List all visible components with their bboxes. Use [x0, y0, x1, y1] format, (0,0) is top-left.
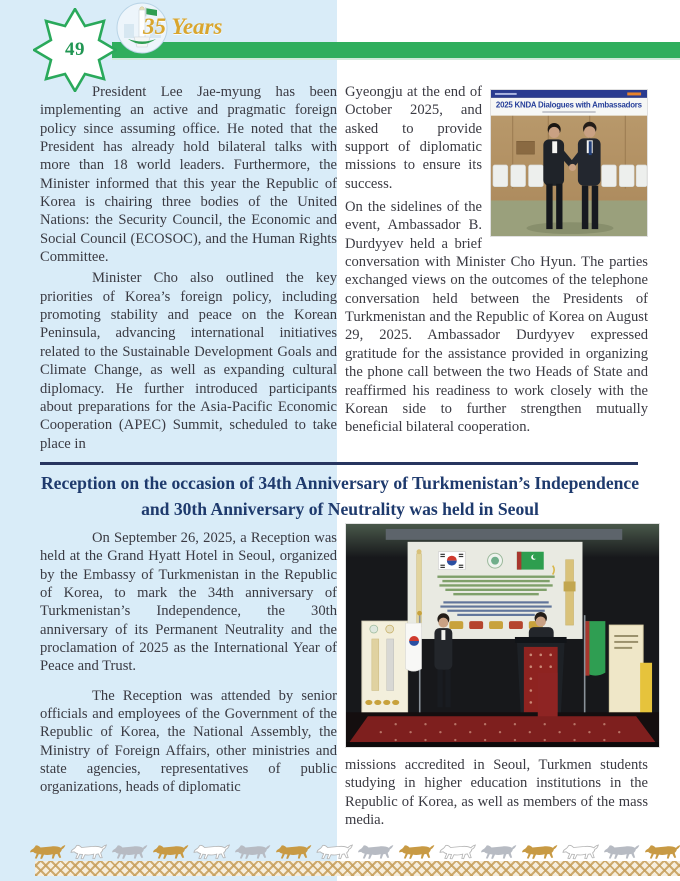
page-number: 49	[65, 39, 85, 60]
paragraph: On the sidelines of the event, Ambassador B. Durdyyev held a brief conversation with Minister Cho Hyun. The parties exchanged views on the outcomes of the telephone conversation held between the Presidents of Turkmenistan and the Republic of Korea on August 29, 2025. Ambassador Durdyyev expressed gratitude for the assistance provided in organizing the phone call between the two Heads of State and reaffirmed his readiness to work closely with the Korean side to further strengthen mutually beneficial bilateral cooperation.	[345, 199, 648, 436]
horse-icon	[479, 842, 520, 862]
horse-icon	[110, 842, 151, 862]
lattice-border	[35, 861, 680, 876]
photo-knda-meeting	[490, 89, 648, 237]
section-heading: Reception on the occasion of 34th Anniversary of Turkmenistan’s Independence and 30th Anniversary of Neutrality was held in Seoul	[40, 473, 640, 519]
photo-reception-seoul	[345, 523, 660, 748]
horse-icon	[315, 842, 356, 862]
horse-icon	[28, 842, 69, 862]
article1-right-column	[345, 83, 648, 440]
horse-icon	[520, 842, 561, 862]
horse-icon	[151, 842, 192, 862]
paragraph: Minister Cho also outlined the key priorities of Korea’s foreign policy, including promoting stability and peace on the Korean Peninsula, advancing international initiatives related to the Sustainable Development Goals and Climate Change, as well as expanding cultural diplomacy. He further introduced participants about preparations for the Asia-Pacific Economic Cooperation (APEC) Summit, scheduled to take place in	[40, 270, 337, 452]
horse-border	[28, 842, 680, 862]
horse-icon	[561, 842, 602, 862]
paragraph: Gyeongju at the end of October 2025, and asked to provide support of diplomatic missions to ensure its success.	[345, 84, 482, 192]
paragraph: missions accredited in Seoul, Turkmen students studying in higher education institutions in the Republic of Korea, as well as members of the mass media.	[345, 757, 648, 829]
horse-icon	[192, 842, 233, 862]
horse-icon	[438, 842, 479, 862]
horse-icon	[643, 842, 680, 862]
horse-icon	[602, 842, 643, 862]
anniversary-label: 35 Years	[143, 14, 223, 39]
page-number-badge	[33, 8, 117, 92]
article1-left-column	[40, 83, 337, 456]
paragraph: President Lee Jae-myung has been implementing an active and pragmatic foreign policy since assuming office. He noted that the President has already hold bilateral talks with more than 18 world leaders. Furthermore, the Minister informed that this year the Republic of Korea is chairing three bodies of the United Nations: the Security Council, the Economic and Social Council (ECOSOC), and the Human Rights Committee.	[40, 84, 337, 266]
article2-right-column	[345, 756, 648, 832]
header-rule-bar	[112, 42, 680, 60]
photo-banner-title: 2025 KNDA Dialogues with Ambassadors	[495, 100, 643, 110]
horse-icon	[69, 842, 110, 862]
section-divider-line	[40, 462, 638, 465]
article2-left-column	[40, 529, 337, 808]
horse-icon	[397, 842, 438, 862]
horse-icon	[233, 842, 274, 862]
paragraph: On September 26, 2025, a Reception was held at the Grand Hyatt Hotel in Seoul, organized by the Embassy of Turkmenistan in the Republic of Korea, to mark the 34th anniversary of Turkmenistan’s Independence, the 30th anniversary of its Permanent Neutrality and the proclamation of 2025 as the International Year of Peace and Trust.	[40, 530, 337, 675]
horse-icon	[274, 842, 315, 862]
horse-icon	[356, 842, 397, 862]
paragraph: The Reception was attended by senior officials and employees of the Government of the Republic of Korea, the National Assembly, the Ministry of Foreign Affairs, other ministries and state agencies, representatives of public organizations, heads of diplomatic	[40, 687, 337, 796]
